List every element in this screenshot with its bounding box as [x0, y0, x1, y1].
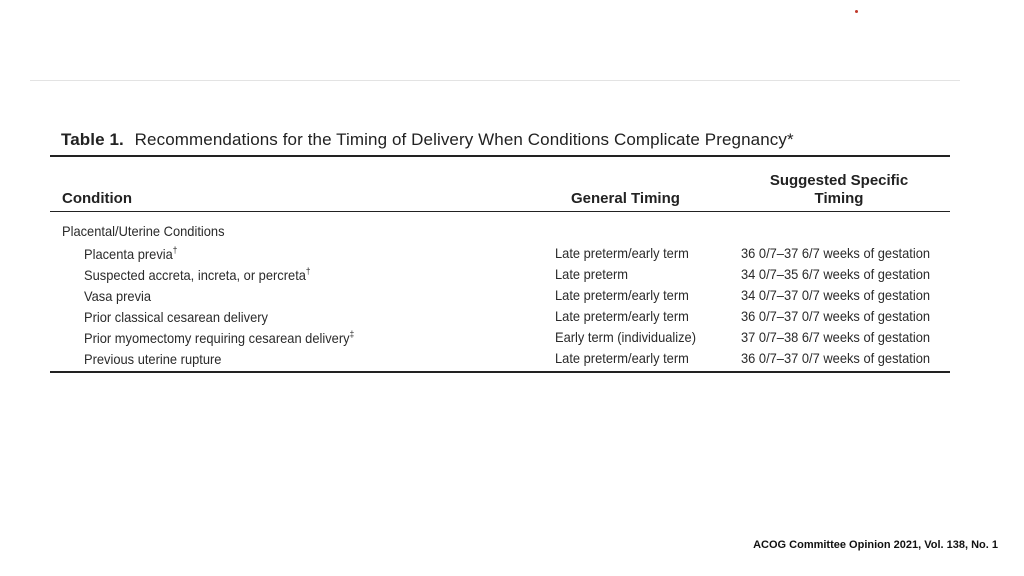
cell-condition: Placenta previa† [84, 245, 178, 262]
cell-condition: Prior classical cesarean delivery [84, 309, 268, 325]
footnote-mark: † [305, 266, 311, 276]
table-bottom-rule [50, 371, 950, 373]
cell-general-timing: Late preterm/early term [555, 245, 689, 261]
table-row [0, 350, 1024, 371]
table-row [0, 266, 1024, 287]
table-row [0, 245, 1024, 266]
footnote-mark: † [172, 245, 178, 255]
table-top-rule [50, 155, 950, 157]
cell-general-timing: Late preterm/early term [555, 350, 689, 366]
cell-general-timing: Late preterm/early term [555, 287, 689, 303]
section-label: Placental/Uterine Conditions [62, 223, 225, 239]
cell-specific-timing: 36 0/7–37 0/7 weeks of gestation [741, 308, 931, 324]
cell-general-timing: Late preterm [555, 266, 629, 282]
table-row [0, 329, 1024, 350]
cell-condition: Prior myomectomy requiring cesarean delivery‡ [84, 329, 355, 346]
header-general-timing: General Timing [571, 190, 680, 207]
table-title [61, 130, 794, 150]
cell-condition: Previous uterine rupture [84, 351, 222, 367]
table-row [0, 287, 1024, 308]
cell-condition: Vasa previa [84, 288, 152, 304]
cell-specific-timing: 36 0/7–37 6/7 weeks of gestation [741, 245, 931, 261]
cell-general-timing: Early term (individualize) [555, 329, 697, 345]
cell-specific-timing: 34 0/7–35 6/7 weeks of gestation [741, 266, 931, 282]
table-row [0, 308, 1024, 329]
cell-specific-timing: 37 0/7–38 6/7 weeks of gestation [741, 329, 931, 345]
citation: ACOG Committee Opinion 2021, Vol. 138, No. 1 [753, 539, 998, 551]
cell-specific-timing: 34 0/7–37 0/7 weeks of gestation [741, 287, 931, 303]
header-specific-timing [746, 172, 932, 208]
table-number: Table 1. [61, 130, 124, 149]
header-specific-timing-line1: Suggested Specific [769, 172, 909, 189]
footnote-mark: ‡ [349, 329, 355, 339]
cell-general-timing: Late preterm/early term [555, 308, 689, 324]
cell-specific-timing: 36 0/7–37 0/7 weeks of gestation [741, 350, 931, 366]
decorative-dot [855, 10, 858, 13]
header-condition: Condition [62, 190, 132, 207]
table-header-rule [50, 211, 950, 212]
cell-condition: Suspected accreta, increta, or percreta† [84, 266, 311, 283]
header-specific-timing-line2: Timing [814, 190, 864, 207]
table-title-text: Recommendations for the Timing of Delivery When Conditions Complicate Pregnancy* [134, 130, 794, 149]
header-divider [30, 80, 960, 81]
